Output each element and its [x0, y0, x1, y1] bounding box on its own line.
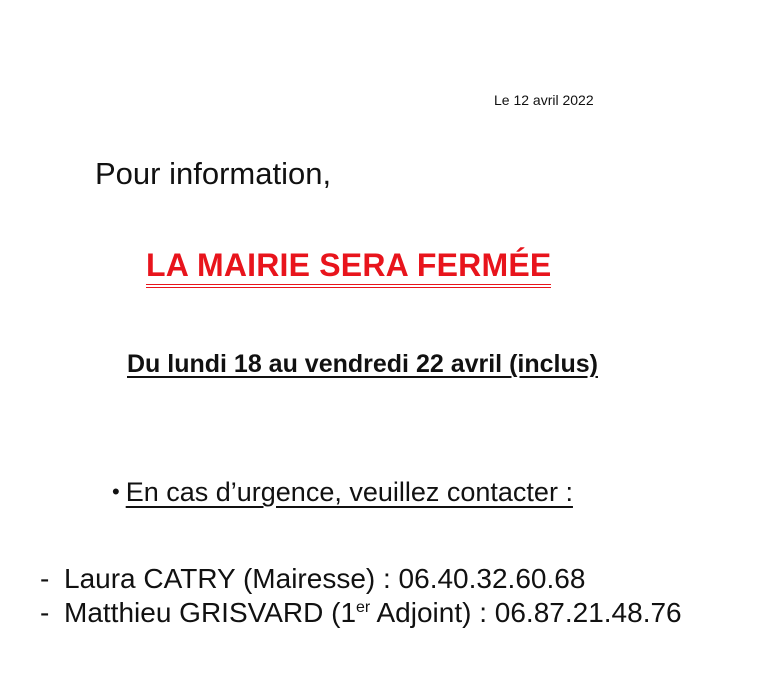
- contact-deputy-name: Matthieu GRISVARD (1: [64, 597, 357, 628]
- emergency-notice: [112, 477, 573, 508]
- dash-marker: -: [40, 597, 50, 628]
- dash-marker: -: [40, 563, 50, 594]
- contact-list: [40, 562, 682, 630]
- contact-deputy-rest: Adjoint) : 06.87.21.48.76: [370, 597, 682, 628]
- contact-item-deputy: [40, 596, 682, 630]
- bullet-icon: •: [112, 479, 120, 504]
- emergency-text: En cas d’urgence, veuillez contacter :: [125, 477, 573, 507]
- ordinal-superscript: er: [356, 599, 371, 616]
- greeting-text: Pour information,: [95, 156, 332, 191]
- closure-period: Du lundi 18 au vendredi 22 avril (inclus): [127, 350, 598, 378]
- closure-headline: LA MAIRIE SERA FERMÉE: [146, 247, 551, 288]
- notice-date: Le 12 avril 2022: [494, 92, 594, 108]
- contact-item-mayor: [40, 562, 682, 596]
- contact-mayor-line: Laura CATRY (Mairesse) : 06.40.32.60.68: [64, 563, 586, 594]
